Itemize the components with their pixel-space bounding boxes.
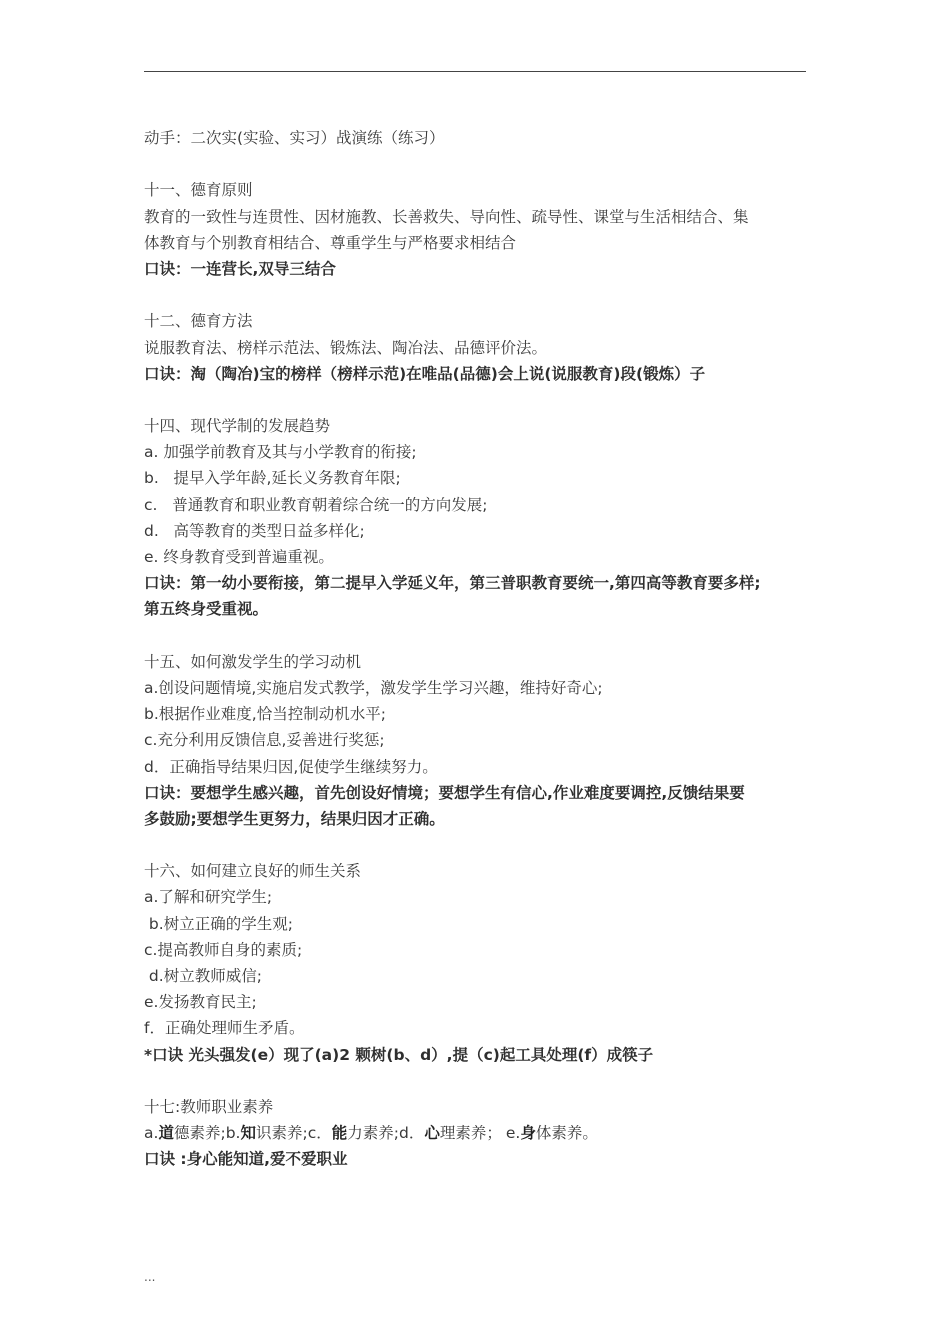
item-key: 能 <box>331 1124 348 1143</box>
item-prefix: b. <box>225 1124 241 1143</box>
list-item: d．正确指导结果归因,促使学生继续努力。 <box>144 757 438 776</box>
section-title: 十四、现代学制的发展趋势 <box>144 417 331 436</box>
mnemonic-line: 口诀：第一幼小要衔接，第二提早入学延义年，第三普职教育要统一,第四高等教育要多样; <box>144 574 761 593</box>
item-rest: 理素养； <box>439 1124 502 1143</box>
page-footer-ellipsis: ... <box>144 1270 156 1284</box>
section-title: 十六、如何建立良好的师生关系 <box>144 862 362 881</box>
section-title: 十二、德育方法 <box>144 312 253 331</box>
list-item: d. 高等教育的类型日益多样化; <box>144 521 365 540</box>
list-item: d.树立教师威信; <box>144 967 262 985</box>
item-prefix: d． <box>399 1124 425 1143</box>
section-body-line: 教育的一致性与连贯性、因材施教、长善救失、导向性、疏导性、课堂与生活相结合、集 <box>144 207 749 226</box>
item-rest: 力素养; <box>347 1124 399 1143</box>
item-key: 身 <box>520 1124 536 1143</box>
list-item: e. 终身教育受到普遍重视。 <box>144 548 334 566</box>
section-title: 十五、如何激发学生的学习动机 <box>144 652 362 671</box>
mnemonic-line: *口诀 光头强发(e）现了(a)2 颗树(b、d）,提（c)起工具处理(f）成筷子 <box>144 1045 654 1064</box>
list-item: a. 加强学前教育及其与小学教育的衔接; <box>144 443 417 462</box>
section-body-line: 说服教育法、榜样示范法、锻炼法、陶冶法、品德评价法。 <box>144 338 548 357</box>
item-prefix: e. <box>505 1124 521 1143</box>
section-moral-methods <box>144 308 824 387</box>
list-item: f．正确处理师生矛盾。 <box>144 1019 305 1038</box>
mnemonic-line: 口诀：淘（陶冶)宝的榜样（榜样示范)在唯品(品德)会上说(说服教育)段(锻炼）子 <box>144 364 706 383</box>
section-professional-literacy <box>144 1094 824 1173</box>
item-rest: 体素养。 <box>535 1124 598 1143</box>
list-item: a.了解和研究学生; <box>144 888 273 907</box>
item-key: 知 <box>240 1124 256 1143</box>
mnemonic-line: 口诀 :身心能知道,爱不爱职业 <box>144 1150 348 1169</box>
item-key: 心 <box>424 1124 440 1143</box>
section-learning-motivation <box>144 649 824 832</box>
item-prefix: c． <box>307 1124 332 1143</box>
mnemonic-line: 第五终身受重视。 <box>144 600 269 619</box>
list-item: a.创设问题情境,实施启发式教学，激发学生学习兴趣，维持好奇心; <box>144 678 603 697</box>
list-item: c. 普通教育和职业教育朝着综合统一的方向发展; <box>144 495 488 514</box>
list-item: c.提高教师自身的素质; <box>144 940 303 959</box>
section-body-line: 体教育与个别教育相结合、尊重学生与严格要求相结合 <box>144 233 517 252</box>
list-item: b.树立正确的学生观; <box>144 914 293 933</box>
section-title: 十七:教师职业素养 <box>144 1097 274 1116</box>
header-divider <box>144 71 806 72</box>
section-moral-principles <box>144 177 824 282</box>
mnemonic-line: 口诀：要想学生感兴趣，首先创设好情境；要想学生有信心,作业难度要调控,反馈结果要 <box>144 783 745 802</box>
list-item: b.根据作业难度,恰当控制动机水平; <box>144 705 386 724</box>
section-teacher-student-relations <box>144 858 824 1068</box>
mnemonic-line: 口诀：一连营长,双导三结合 <box>144 259 336 278</box>
item-rest: 德素养; <box>173 1124 226 1143</box>
intro-line: 动手：二次实(实验、实习）战演练（练习） <box>144 129 445 147</box>
document-body <box>144 125 824 1173</box>
item-key: 道 <box>158 1124 174 1143</box>
item-rest: 识素养; <box>255 1124 308 1143</box>
section-school-system-trends <box>144 413 824 623</box>
list-item: c.充分利用反馈信息,妥善进行奖惩; <box>144 731 385 750</box>
section-title: 十一、德育原则 <box>144 181 253 200</box>
list-item: b. 提早入学年龄,延长义务教育年限; <box>144 469 401 488</box>
item-prefix: a. <box>144 1124 159 1143</box>
list-item: e.发扬教育民主; <box>144 993 257 1012</box>
mnemonic-line: 多鼓励;要想学生更努力，结果归因才正确。 <box>144 809 445 828</box>
literacy-items <box>144 1120 824 1146</box>
